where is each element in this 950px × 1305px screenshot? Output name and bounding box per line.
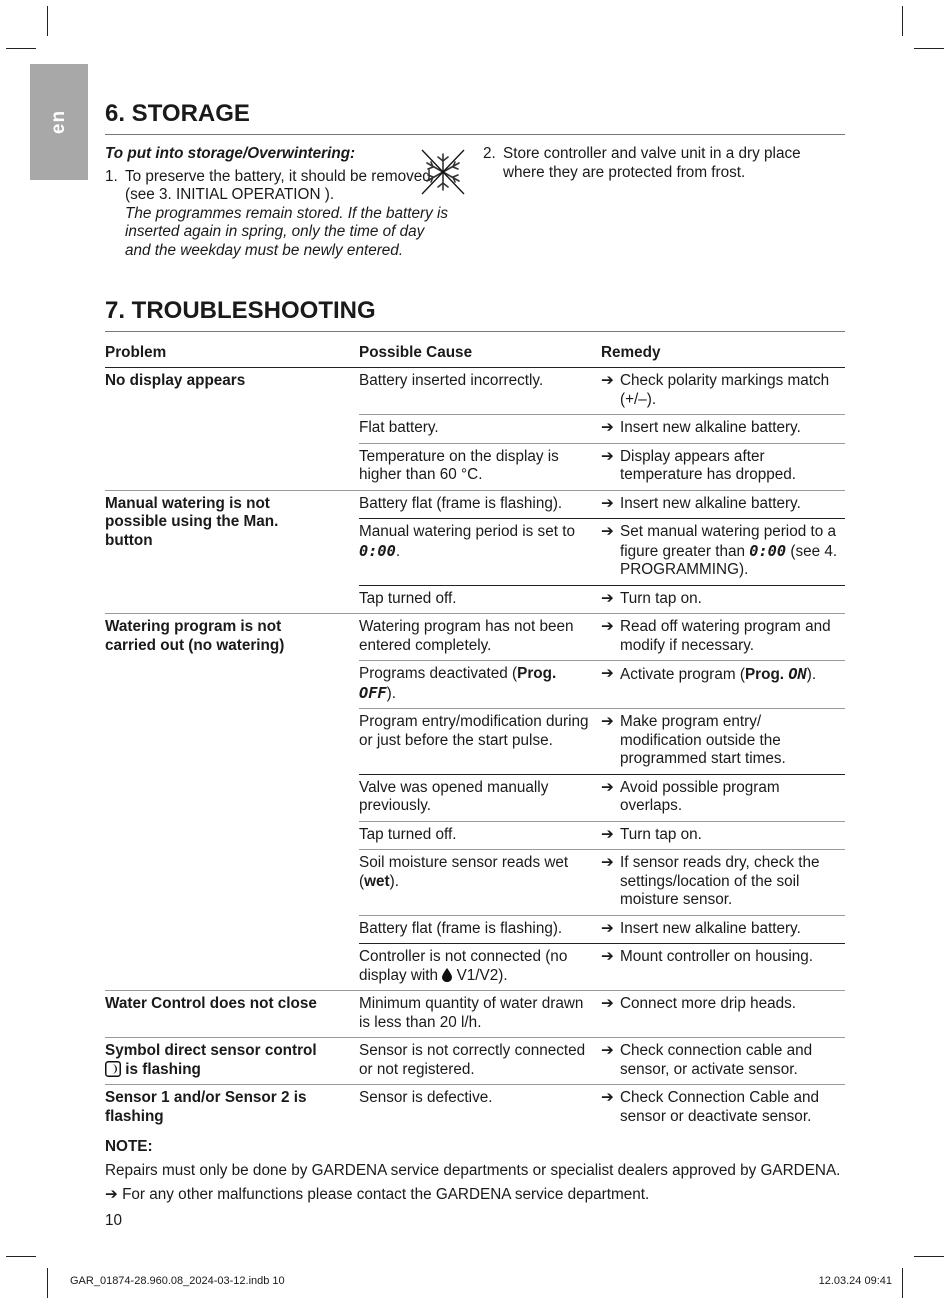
cause-text: Manual watering period is set to bbox=[359, 523, 575, 540]
water-drop-icon bbox=[442, 968, 452, 982]
arrow-icon: ➔ bbox=[601, 419, 614, 436]
problem-cell bbox=[105, 1038, 359, 1085]
cause-text: Programs deactivated ( bbox=[359, 665, 518, 682]
crop-mark bbox=[914, 48, 944, 49]
cause-text: ). bbox=[389, 872, 399, 890]
footer-file: GAR_01874-28.960.08_2024-03-12.indb 10 bbox=[70, 1275, 285, 1287]
remedy-text: Check polarity markings match (+/–). bbox=[620, 372, 830, 408]
arrow-icon: ➔ bbox=[601, 1042, 614, 1059]
remedy-text: ). bbox=[806, 666, 817, 683]
sensor-moon-icon bbox=[105, 1061, 121, 1077]
storage-item-2 bbox=[483, 145, 823, 182]
arrow-icon: ➔ bbox=[601, 523, 614, 540]
remedy-cell bbox=[601, 821, 845, 850]
remedy-cell bbox=[601, 1085, 845, 1132]
arrow-icon: ➔ bbox=[601, 778, 614, 796]
remedy-text: Turn tap on. bbox=[620, 589, 702, 607]
remedy-cell bbox=[601, 661, 845, 709]
table-row bbox=[105, 1085, 845, 1132]
remedy-cell bbox=[601, 519, 845, 586]
remedy-text: Make program entry/ modification outside the programmed start times. bbox=[620, 713, 786, 767]
remedy-text: Check connection cable and sensor, or activate sensor. bbox=[620, 1042, 813, 1078]
troubleshooting-table bbox=[105, 341, 845, 1131]
note-line-1: Repairs must only be done by GARDENA service departments or specialist dealers approved by GARDENA. bbox=[105, 1162, 841, 1179]
cause-text: Controller is not connected (no display with bbox=[359, 948, 568, 984]
cause-cell: Program entry/modification during or just before the start pulse. bbox=[359, 709, 601, 775]
cause-cell: Battery inserted incorrectly. bbox=[359, 368, 601, 415]
item-number: 2. bbox=[483, 145, 496, 162]
arrow-icon: ➔ bbox=[601, 825, 614, 843]
cause-cell: Valve was opened manually previously. bbox=[359, 774, 601, 821]
crop-mark bbox=[6, 1256, 36, 1257]
crop-mark bbox=[902, 1268, 903, 1298]
table-header-row bbox=[105, 341, 845, 368]
remedy-bold: Prog. bbox=[744, 666, 789, 683]
storage-item-1-note: The programmes remain stored. If the battery is inserted again in spring, only the time of day and the weekday must be newly entered. bbox=[125, 204, 449, 259]
remedy-text: Insert new alkaline battery. bbox=[620, 419, 801, 436]
note-line-2 bbox=[105, 1183, 865, 1207]
remedy-cell bbox=[601, 915, 845, 944]
cause-cell: Battery flat (frame is flashing). bbox=[359, 915, 601, 944]
arrow-icon: ➔ bbox=[601, 854, 614, 871]
remedy-cell bbox=[601, 944, 845, 991]
storage-left-column bbox=[105, 145, 450, 260]
remedy-cell bbox=[601, 585, 845, 614]
remedy-cell bbox=[601, 443, 845, 490]
table-row bbox=[105, 490, 845, 519]
remedy-cell bbox=[601, 368, 845, 415]
cause-cell: Sensor is defective. bbox=[359, 1089, 493, 1106]
language-tab bbox=[30, 64, 88, 180]
arrow-icon: ➔ bbox=[601, 995, 614, 1012]
item-number: 1. bbox=[105, 167, 118, 185]
storage-item-1 bbox=[105, 168, 450, 261]
cause-bold: wet bbox=[364, 872, 390, 890]
remedy-text: Read off watering program and modify if necessary. bbox=[620, 618, 831, 654]
storage-item-2-text: Store controller and valve unit in a dry place where they are protected from frost. bbox=[503, 145, 801, 181]
cause-cell bbox=[359, 519, 601, 586]
crop-mark bbox=[47, 1268, 48, 1298]
cause-bold: Prog. bbox=[517, 665, 557, 682]
cause-cell bbox=[359, 661, 601, 709]
table-row bbox=[105, 1038, 845, 1085]
cause-cell: Watering program has not been entered completely. bbox=[359, 614, 601, 661]
storage-heading: 6. STORAGE bbox=[105, 100, 250, 127]
crop-mark bbox=[47, 6, 48, 36]
cause-text: V1/V2). bbox=[452, 966, 508, 984]
cause-cell: Temperature on the display is higher than 60 °C. bbox=[359, 443, 601, 490]
cause-text: . bbox=[395, 542, 401, 560]
problem-cell: Sensor 1 and/or Sensor 2 is flashing bbox=[105, 1089, 307, 1125]
remedy-text: Connect more drip heads. bbox=[620, 995, 797, 1012]
remedy-cell bbox=[601, 1038, 845, 1085]
troubleshooting-heading: 7. TROUBLESHOOTING bbox=[105, 297, 376, 324]
remedy-cell bbox=[601, 774, 845, 821]
remedy-text: Display appears after temperature has dropped. bbox=[620, 447, 797, 483]
header-cause: Possible Cause bbox=[359, 341, 601, 368]
problem-cell: No display appears bbox=[105, 368, 359, 491]
table-row bbox=[105, 614, 845, 661]
note-line-2-text: For any other malfunctions please contact the GARDENA service department. bbox=[122, 1186, 650, 1203]
lcd-value: 0:00 bbox=[359, 541, 396, 560]
remedy-text: Insert new alkaline battery. bbox=[620, 919, 801, 937]
cause-text: ). bbox=[386, 684, 396, 702]
cause-text: Soil moisture sensor reads wet ( bbox=[359, 854, 569, 890]
remedy-cell bbox=[601, 709, 845, 775]
lcd-value: OFF bbox=[359, 683, 387, 702]
cause-cell bbox=[359, 850, 601, 916]
cause-cell bbox=[359, 944, 601, 991]
cause-cell: Sensor is not correctly connected or not registered. bbox=[359, 1038, 601, 1085]
remedy-text: Mount controller on housing. bbox=[620, 948, 814, 965]
problem-text: Symbol direct sensor control bbox=[105, 1042, 317, 1059]
arrow-icon: ➔ bbox=[601, 713, 614, 730]
remedy-text: Insert new alkaline battery. bbox=[620, 494, 801, 512]
table-row bbox=[105, 368, 845, 415]
arrow-icon: ➔ bbox=[601, 494, 614, 512]
problem-text: is flashing bbox=[121, 1060, 201, 1078]
footer-date: 12.03.24 09:41 bbox=[818, 1275, 892, 1287]
arrow-icon: ➔ bbox=[105, 1186, 118, 1203]
cause-cell: Tap turned off. bbox=[359, 585, 601, 614]
header-problem: Problem bbox=[105, 341, 359, 368]
arrow-icon: ➔ bbox=[601, 618, 614, 635]
arrow-icon: ➔ bbox=[601, 919, 614, 937]
problem-cell: Water Control does not close bbox=[105, 991, 359, 1038]
remedy-text: Set manual watering period to a figure greater than bbox=[620, 523, 836, 560]
cause-cell: Battery flat (frame is flashing). bbox=[359, 490, 601, 519]
lcd-value: 0:00 bbox=[749, 541, 787, 560]
cause-cell: Tap turned off. bbox=[359, 821, 601, 850]
remedy-cell bbox=[601, 614, 845, 661]
arrow-icon: ➔ bbox=[601, 589, 614, 607]
heading-rule bbox=[105, 331, 845, 332]
remedy-text: Avoid possible program overlaps. bbox=[620, 778, 780, 814]
remedy-text: If sensor reads dry, check the settings/location of the soil moisture sensor. bbox=[620, 854, 820, 908]
cause-cell: Minimum quantity of water drawn is less than 20 l/h. bbox=[359, 991, 601, 1038]
note-title: NOTE: bbox=[105, 1138, 153, 1155]
crop-mark bbox=[902, 6, 903, 36]
remedy-cell bbox=[601, 490, 845, 519]
table-row bbox=[105, 991, 845, 1038]
remedy-text: Turn tap on. bbox=[620, 825, 702, 843]
crop-mark bbox=[6, 48, 36, 49]
storage-item-1-text: To preserve the battery, it should be removed (see 3. INITIAL OPERATION ). bbox=[125, 167, 431, 203]
storage-subtitle: To put into storage/Overwintering: bbox=[105, 145, 356, 162]
language-code: en bbox=[48, 109, 69, 135]
arrow-icon: ➔ bbox=[601, 948, 614, 965]
problem-cell: Manual watering is not possible using the Man. button bbox=[105, 490, 359, 614]
storage-right-column bbox=[483, 145, 823, 182]
lcd-value: ON bbox=[788, 665, 807, 683]
header-remedy: Remedy bbox=[601, 341, 845, 368]
heading-rule bbox=[105, 134, 845, 135]
remedy-cell bbox=[601, 850, 845, 916]
remedy-text: Activate program ( bbox=[620, 666, 745, 683]
arrow-icon: ➔ bbox=[601, 372, 614, 389]
arrow-icon: ➔ bbox=[601, 1089, 614, 1106]
remedy-cell bbox=[601, 991, 845, 1038]
crop-mark bbox=[914, 1256, 944, 1257]
problem-cell: Watering program is not carried out (no watering) bbox=[105, 614, 359, 991]
arrow-icon: ➔ bbox=[601, 447, 614, 465]
cause-cell: Flat battery. bbox=[359, 415, 601, 444]
remedy-text: (see 4. PROGRAMMING). bbox=[620, 542, 838, 578]
arrow-icon: ➔ bbox=[601, 665, 614, 682]
remedy-cell bbox=[601, 415, 845, 444]
frost-icon bbox=[418, 148, 468, 196]
remedy-text: Check Connection Cable and sensor or deactivate sensor. bbox=[620, 1089, 819, 1125]
page-number: 10 bbox=[105, 1212, 123, 1229]
note-block bbox=[105, 1135, 865, 1207]
